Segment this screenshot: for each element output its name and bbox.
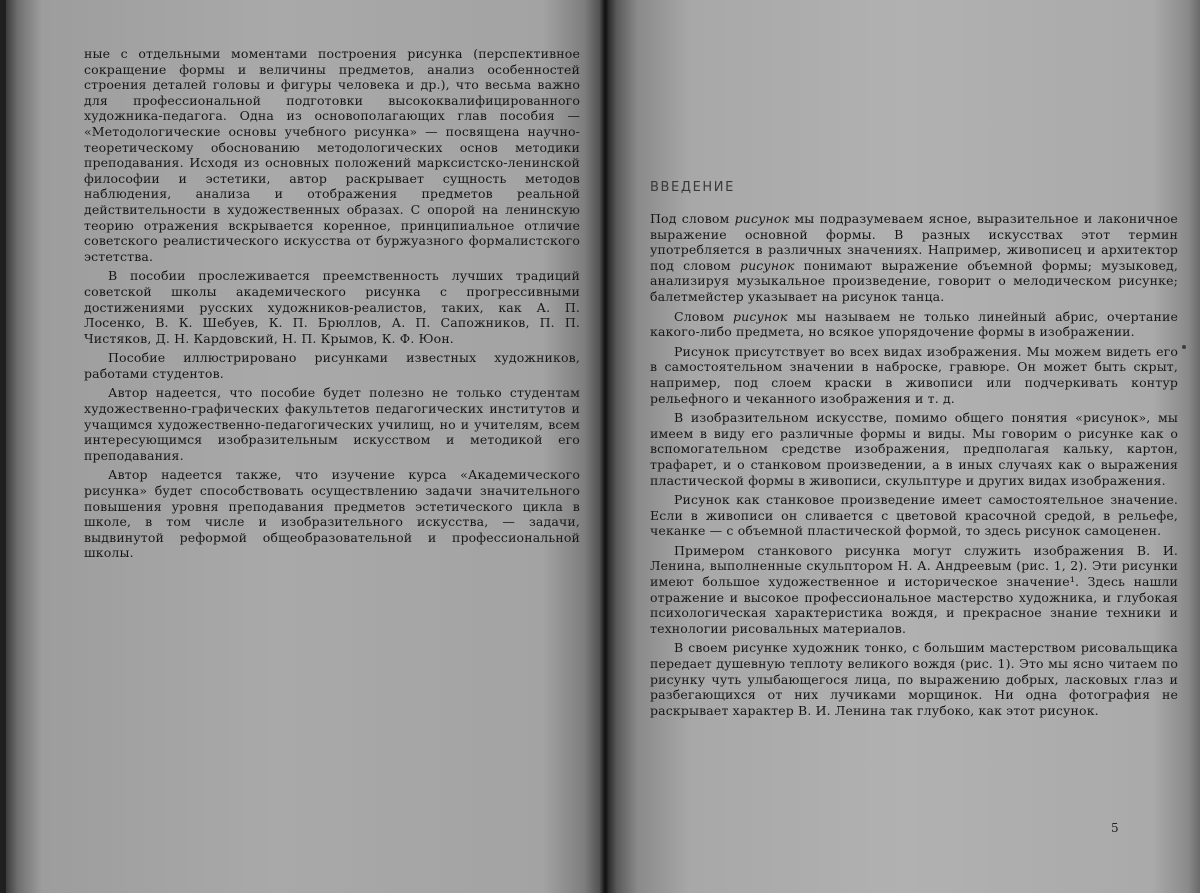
margin-speck [1182, 345, 1186, 349]
left-page [6, 0, 602, 893]
right-page [608, 0, 1200, 893]
right-paragraph-1: Под словом рисунок мы подразумеваем ясное, выразительное и лаконичное выражение основной формы. В разных искусствах этот термин употребляется в различных значениях. Например, живописец и архитектор под словом рисунок понимают выражение объемной формы; музыковед, анализируя музыкальное произведение, говорит о мелодическом рисунке; балетмейстер указывает на рисунок танца. [650, 211, 1178, 304]
chapter-heading: ВВЕДЕНИЕ [650, 180, 735, 195]
left-paragraph-2: В пособии прослеживается преемственность лучших традиций советской школы академического рисунка с прогрессивными достижениями русских художников-реалистов, таких, как А. П. Лосенко, В. К. Шебуев, К. П. Брюллов, А. П. Сапожников, П. П. Чистяков, Д. Н. Кардовский, Н. П. Крымов, К. Ф. Юон. [84, 268, 580, 346]
emphasis-term: рисунок [732, 308, 788, 324]
right-paragraph-3: Рисунок присутствует во всех видах изображения. Мы можем видеть его в самостоятельном значении в наброске, гравюре. Он может быть скрыт, например, под слоем краски в живописи или подчеркивать контур рельефного и чеканного изображения и т. д. [650, 343, 1178, 406]
right-paragraph-2: Словом рисунок мы называем не только линейный абрис, очертание какого-либо предмета, но всякое упорядочение формы в изображении. [650, 308, 1178, 340]
right-page-text [650, 211, 1178, 718]
emphasis-term: рисунок [739, 257, 795, 273]
left-paragraph-1: ные с отдельными моментами построения рисунка (перспективное сокращение формы и величины предметов, анализ особенностей строения деталей головы и фигуры человека и др.), что весьма важно для профессиональной подготовки высококвалифицированного художника-педагога. Одна из основополагающих глав пособия — «Методологические основы учебного рисунка» — посвящена научно-теоретическому обоснованию методологических основ методики преподавания. Исходя из основных положений марксистско-ленинской философии и эстетики, автор раскрывает сущность методов наблюдения, анализа и отображения предметов реальной действительности в художественных образах. С опорой на ленинскую теорию отражения вскрывается коренное, принципиальное отличие советского реалистического искусства от буржуазного формалистского эстетства. [84, 46, 580, 264]
right-paragraph-4: В изобразительном искусстве, помимо общего понятия «рисунок», мы имеем в виду его различные формы и виды. Мы говорим о рисунке как о вспомогательном средстве изображения, предполагая кальку, картон, трафарет, и о станковом произведении, а в иных случаях как о выражения пластической формы в живописи, скульптуре и других видах изображения. [650, 410, 1178, 488]
left-paragraph-4: Автор надеется, что пособие будет полезно не только студентам художественно-графических факультетов педагогических институтов и учащимся художественно-педагогических училищ, но и учителям, всем интересующимся изобразительным искусством и методикой его преподавания. [84, 385, 580, 463]
page-number: 5 [1111, 821, 1119, 835]
left-paragraph-5: Автор надеется также, что изучение курса «Академического рисунка» будет способствовать осуществлению задачи значительного повышения уровня преподавания предметов эстетического цикла в школе, в том числе и изобразительного искусства, — задачи, выдвинутой реформой общеобразовательной и профессиональной школы. [84, 467, 580, 561]
left-paragraph-3: Пособие иллюстрировано рисунками известных художников, работами студентов. [84, 350, 580, 381]
right-paragraph-5: Рисунок как станковое произведение имеет самостоятельное значение. Если в живописи он сливается с цветовой красочной средой, в рельефе, чеканке — с объемной пластической формой, то здесь рисунок самоценен. [650, 492, 1178, 539]
emphasis-term: рисунок [734, 211, 790, 226]
left-page-text [84, 46, 580, 561]
right-paragraph-6: Примером станкового рисунка могут служить изображения В. И. Ленина, выполненные скульптором Н. А. Андреевым (рис. 1, 2). Эти рисунки имеют большое художественное и историческое значение¹. Здесь нашли отражение и высокое профессиональное мастерство художника, и глубокая психологическая характеристика вождя, и прекрасное знание техники и технологии рисовальных материалов. [650, 542, 1178, 636]
right-paragraph-7: В своем рисунке художник тонко, с большим мастерством рисовальщика передает душевную теплоту великого вождя (рис. 1). Это мы ясно читаем по рисунку чуть улыбающегося лица, по выражению добрых, ласковых глаз и разбегающихся от них лучиками морщинок. Ни одна фотография не раскрывает характер В. И. Ленина так глубоко, как этот рисунок. [650, 640, 1178, 718]
